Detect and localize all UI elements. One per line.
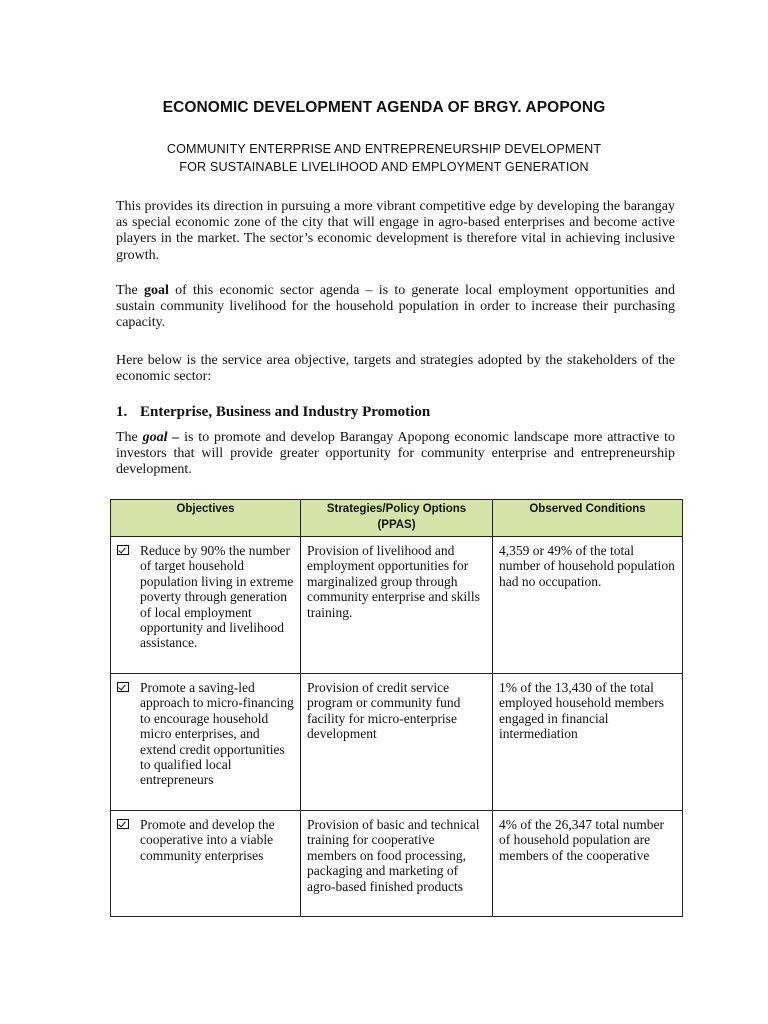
header-strategies bbox=[301, 500, 493, 537]
table-row bbox=[111, 674, 683, 811]
subtitle-line-1: COMMUNITY ENTERPRISE AND ENTREPRENEURSHIP DEVELOPMENT bbox=[166, 142, 602, 156]
strategy-cell: Provision of livelihood and employment opportunities for marginalized group through community enterprise and skills training. bbox=[301, 537, 493, 674]
intro-paragraph: This provides its direction in pursuing a more vibrant competitive edge by developing the barangay as special economic zone of the city that will engage in agro-based enterprises and become active players in the market. The sector’s economic development is therefore vital in achieving inclusive growth. bbox=[116, 199, 675, 263]
objective-cell bbox=[111, 537, 301, 674]
section-title: Enterprise, Business and Industry Promotion bbox=[140, 404, 431, 420]
objectives-table bbox=[110, 499, 683, 917]
strategy-cell: Provision of basic and technical training for cooperative members on food processing, packaging and marketing of agro-based finished products bbox=[301, 811, 493, 917]
checkbox-checked-icon bbox=[117, 545, 129, 555]
subtitle-line-2: FOR SUSTAINABLE LIVELIHOOD AND EMPLOYMENT GENERATION bbox=[179, 160, 589, 174]
section-goal-paragraph bbox=[116, 430, 675, 479]
goal-paragraph bbox=[116, 283, 675, 332]
header-observed-conditions: Observed Conditions bbox=[493, 500, 683, 537]
objective-text: Promote and develop the cooperative into a viable community enterprises bbox=[140, 817, 275, 863]
section-number: 1. bbox=[116, 404, 128, 420]
section-heading bbox=[116, 404, 430, 421]
objective-text: Reduce by 90% the number of target household population living in extreme poverty through generation of local employment opportunity and livelihood assistance. bbox=[140, 543, 294, 651]
document-subtitle bbox=[0, 140, 768, 176]
condition-cell: 4% of the 26,347 total number of household population are members of the cooperative bbox=[493, 811, 683, 917]
strategy-cell: Provision of credit service program or community fund facility for micro-enterprise development bbox=[301, 674, 493, 811]
table-row bbox=[111, 537, 683, 674]
checkbox-checked-icon bbox=[117, 682, 129, 692]
goal-keyword: goal bbox=[143, 283, 169, 298]
condition-cell: 4,359 or 49% of the total number of household population had no occupation. bbox=[493, 537, 683, 674]
document-title: ECONOMIC DEVELOPMENT AGENDA OF BRGY. APOPONG bbox=[162, 99, 606, 116]
service-intro-paragraph: Here below is the service area objective, targets and strategies adopted by the stakeholders of the economic sector: bbox=[116, 353, 675, 385]
section-goal-prefix: The bbox=[116, 430, 143, 445]
table-header-row bbox=[111, 500, 683, 537]
section-goal-text: is to promote and develop Barangay Apopong economic landscape more attractive to investors that will provide greater opportunity for community enterprise and entrepreneurship development. bbox=[116, 430, 675, 478]
header-objectives: Objectives bbox=[111, 500, 301, 537]
objective-cell bbox=[111, 674, 301, 811]
header-strategies-line-1: Strategies/Policy Options bbox=[326, 503, 467, 515]
goal-text: of this economic sector agenda – is to generate local employment opportunities and sustain community livelihood for the household population in order to increase their purchasing capacity. bbox=[116, 283, 675, 331]
objective-text: Promote a saving-led approach to micro-financing to encourage household micro enterprises, and extend credit opportunities to qualified local entrepreneurs bbox=[140, 680, 294, 788]
objective-cell bbox=[111, 811, 301, 917]
condition-cell: 1% of the 13,430 of the total employed household members engaged in financial intermediation bbox=[493, 674, 683, 811]
table-row bbox=[111, 811, 683, 917]
goal-prefix: The bbox=[116, 283, 144, 298]
checkbox-checked-icon bbox=[117, 819, 129, 829]
header-strategies-line-2: (PPAS) bbox=[377, 519, 416, 531]
section-goal-keyword: goal – bbox=[142, 430, 180, 445]
